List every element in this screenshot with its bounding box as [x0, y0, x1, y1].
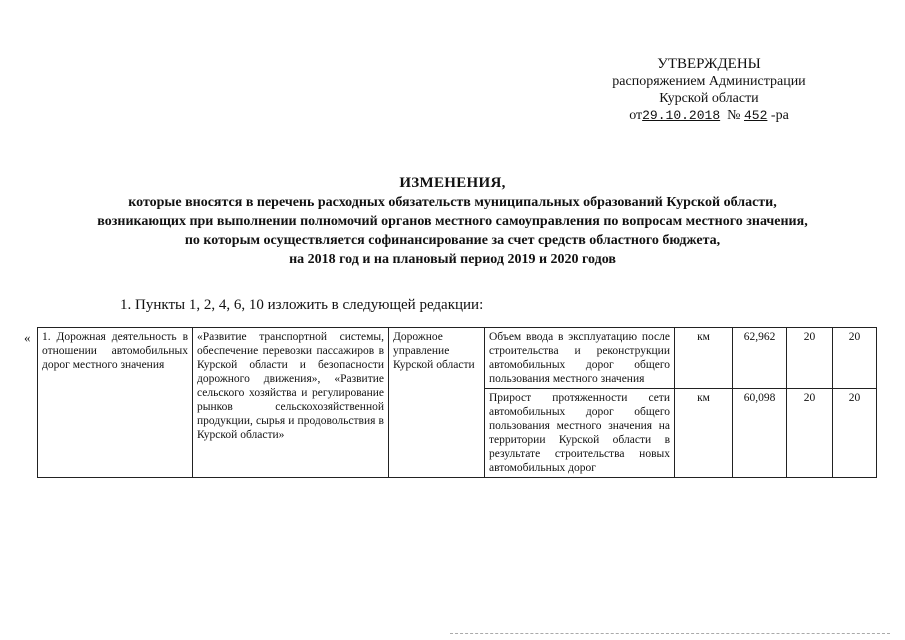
- authority-cell: Дорожное управление Курской области: [389, 328, 485, 478]
- value-2019-cell: 20: [787, 328, 833, 389]
- approval-date-line: [599, 107, 819, 124]
- scan-edge-divider: [450, 633, 890, 636]
- title-line-1: которые вносятся в перечень расходных обязательств муниципальных образований Курской области,: [128, 195, 777, 210]
- document-title: [40, 174, 865, 269]
- approval-line-1: распоряжением Администрации: [612, 74, 806, 89]
- title-heading: ИЗМЕНЕНИЯ,: [399, 175, 506, 191]
- approval-suffix: -ра: [770, 108, 789, 123]
- title-line-3: по которым осуществляется софинансирование за счет средств областного бюджета,: [184, 233, 721, 248]
- table-row: [38, 328, 877, 389]
- approval-prefix: от: [629, 108, 643, 123]
- approval-number-label: №: [727, 108, 741, 123]
- title-line-4: на 2018 год и на плановый период 2019 и 2020 годов: [289, 252, 616, 267]
- indicator-cell: Прирост протяженности сети автомобильных дорог общего пользования местного значения на территории Курской области в результате строительства новых автомобильных дорог: [485, 389, 675, 478]
- approval-line-2: Курской области: [659, 91, 759, 106]
- value-2020-cell: 20: [833, 328, 877, 389]
- value-2018-cell: 60,098: [733, 389, 787, 478]
- indicator-cell: Объем ввода в эксплуатацию после строительства и реконструкции автомобильных дорог общего пользования местного значения: [485, 328, 675, 389]
- power-cell: 1. Дорожная деятельность в отношении автомобильных дорог местного значения: [38, 328, 193, 478]
- value-2020-cell: 20: [833, 389, 877, 478]
- unit-cell: км: [675, 389, 733, 478]
- approval-heading: УТВЕРЖДЕНЫ: [657, 56, 761, 72]
- opening-quote: «: [24, 330, 31, 345]
- value-2018-cell: 62,962: [733, 328, 787, 389]
- approval-date: 29.10.2018: [642, 108, 721, 123]
- value-2019-cell: 20: [787, 389, 833, 478]
- intro-text: 1. Пункты 1, 2, 4, 6, 10 изложить в следующей редакции:: [120, 297, 484, 313]
- approval-number: 452: [744, 108, 768, 123]
- unit-cell: км: [675, 328, 733, 389]
- changes-table: [37, 327, 877, 478]
- program-cell: «Развитие транспортной системы, обеспечение перевозки пассажиров в Курской области и безопасности дорожного движения», «Развитие сельского хозяйства и регулирование рынков сельскохозяйственной продукции, сырья и продовольствия в Курской области»: [193, 328, 389, 478]
- approval-stamp: [599, 56, 819, 124]
- title-line-2: возникающих при выполнении полномочий органов местного самоуправления по вопросам местного значения,: [97, 214, 808, 229]
